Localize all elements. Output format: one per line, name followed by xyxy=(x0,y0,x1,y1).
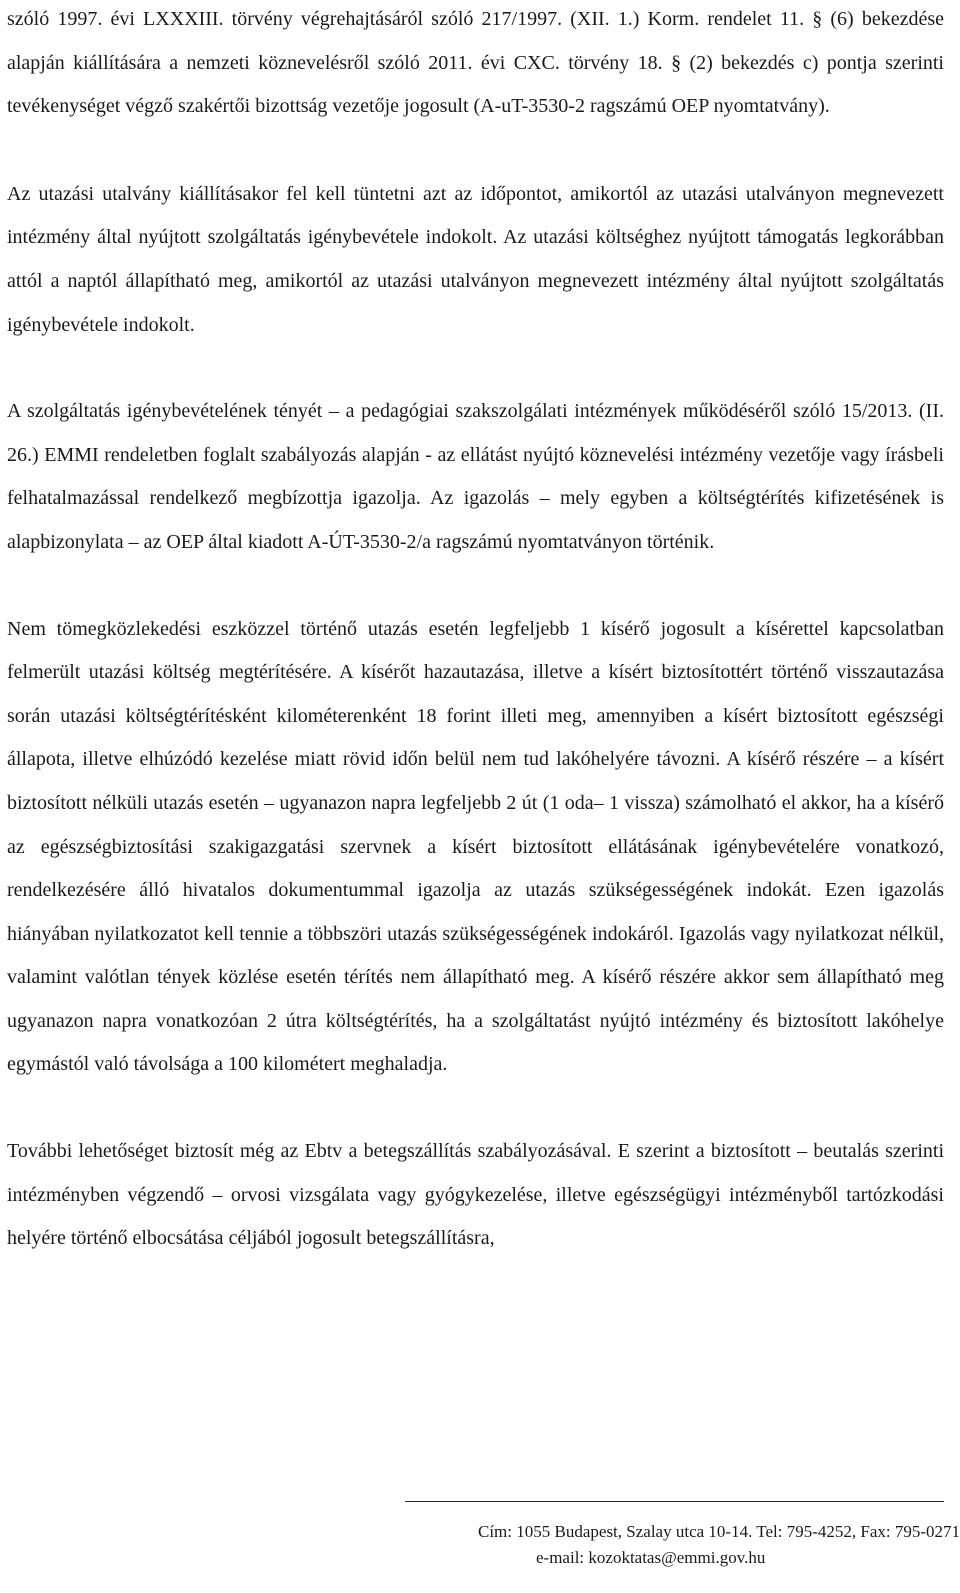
escort-paragraph: Nem tömegközlekedési eszközzel történő utazás esetén legfeljebb 1 kísérő jogosult a kísérettel kapcsolatban felmerült utazási költség megtérítésére. A kísérőt hazautazása, illetve a kísért biztosítottért történő visszautazása során utazási költségtérítésként kilométerenként 18 forint illeti meg, amennyiben a kísért biztosított egészségi állapota, illetve elhúzódó kezelése miatt rövid időn belül nem tud lakóhelyére távozni. A kísérő részére – a kísért biztosított nélküli utazás esetén – ugyanazon napra legfeljebb 2 út (1 oda– 1 vissza) számolható el akkor, ha a kísérő az egészségbiztosítási szakigazgatási szervnek a kísért biztosított ellátásának igénybevételére vonatkozó, rendelkezésére álló hivatalos dokumentummal igazolja az utazás szükségességének indokát. Ezen igazolás hiányában nyilatkozatot kell tennie a többszöri utazás szükségességének indokáról. Igazolás vagy nyilatkozat nélkül, valamint valótlan tények közlése esetén térítés nem állapítható meg. A kísérő részére akkor sem állapítható meg ugyanazon napra vonatkozóan 2 útra költségtérítés, ha a szolgáltatást nyújtó intézmény és biztosított lakóhelye egymástól való távolsága a 100 kilométert meghaladja. xyxy=(7,617,944,1076)
footer-divider xyxy=(405,1501,944,1502)
footer-address: Cím: 1055 Budapest, Szalay utca 10-14. Tel: 795-4252, Fax: 795-0271 xyxy=(478,1522,960,1541)
document-body xyxy=(7,0,944,1261)
travel-voucher-paragraph: Az utazási utalvány kiállításakor fel kell tüntetni azt az időpontot, amikortól az utazási utalványon megnevezett intézmény által nyújtott szolgáltatás igénybevétele indokolt. Az utazási költséghez nyújtott támogatás legkorábban attól a naptól állapítható meg, amikortól az utazási utalványon megnevezett intézmény által nyújtott szolgáltatás igénybevétele indokolt. xyxy=(7,182,944,336)
service-certification-paragraph: A szolgáltatás igénybevételének tényét – a pedagógiai szakszolgálati intézmények működéséről szóló 15/2013. (II. 26.) EMMI rendeletben foglalt szabályozás alapján - az ellátást nyújtó köznevelési intézmény vezetője vagy írásbeli felhatalmazással rendelkező megbízottja igazolja. Az igazolás – mely egyben a költségtérítés kifizetésének is alapbizonylata – az OEP által kiadott A-ÚT-3530-2/a ragszámú nyomtatványon történik. xyxy=(7,400,944,553)
patient-transport-paragraph: További lehetőséget biztosít még az Ebtv a betegszállítás szabályozásával. E szerint a biztosított – beutalás szerinti intézményben végzendő – orvosi vizsgálata vagy gyógykezelése, illetve egészségügyi intézményből tartózkodási helyére történő elbocsátása céljából jogosult betegszállításra, xyxy=(7,1140,944,1250)
legal-basis-paragraph: szóló 1997. évi LXXXIII. törvény végrehajtásáról szóló 217/1997. (XII. 1.) Korm. rendelet 11. § (6) bekezdése alapján kiállítására a nemzeti köznevelésről szóló 2011. évi CXC. törvény 18. § (2) bekezdés c) pontja szerinti tevékenységet végző szakértői bizottság vezetője jogosult (A-uT-3530-2 ragszámú OEP nyomtatvány). xyxy=(7,8,944,118)
footer-email: e-mail: kozoktatas@emmi.gov.hu xyxy=(536,1548,766,1567)
